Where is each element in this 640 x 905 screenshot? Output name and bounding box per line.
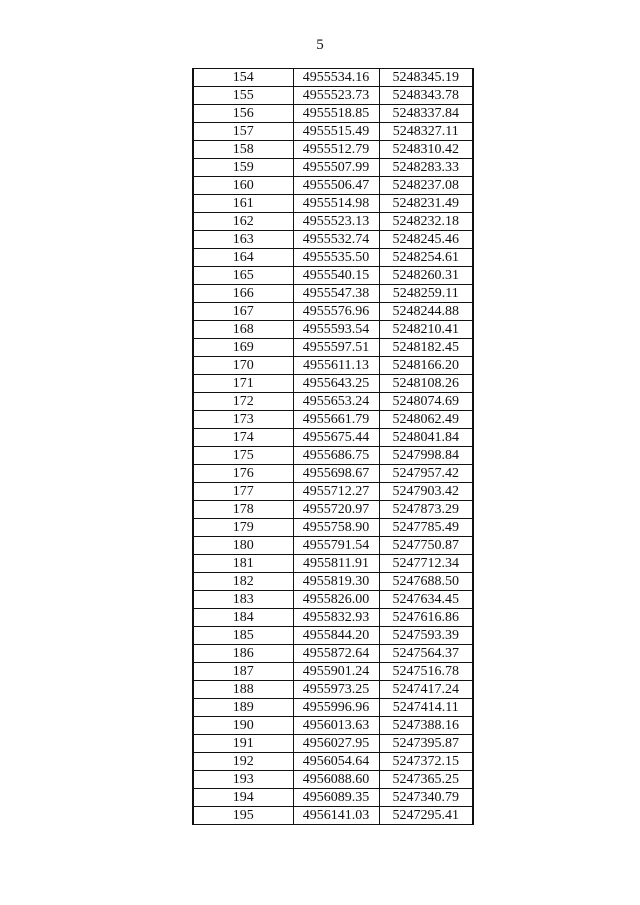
- y-coordinate-cell: 5247417.24: [379, 681, 473, 699]
- table-row: [193, 249, 473, 267]
- x-coordinate-cell: 4955547.38: [293, 285, 379, 303]
- x-coordinate-cell: 4955507.99: [293, 159, 379, 177]
- table-row: [193, 573, 473, 591]
- x-coordinate-cell: 4956089.35: [293, 789, 379, 807]
- coordinates-table: [192, 68, 474, 825]
- x-coordinate-cell: 4955811.91: [293, 555, 379, 573]
- table-row: [193, 393, 473, 411]
- table-row: [193, 501, 473, 519]
- x-coordinate-cell: 4955535.50: [293, 249, 379, 267]
- y-coordinate-cell: 5248244.88: [379, 303, 473, 321]
- y-coordinate-cell: 5248232.18: [379, 213, 473, 231]
- point-number-cell: 166: [193, 285, 293, 303]
- y-coordinate-cell: 5247395.87: [379, 735, 473, 753]
- y-coordinate-cell: 5247785.49: [379, 519, 473, 537]
- table-row: [193, 375, 473, 393]
- y-coordinate-cell: 5247634.45: [379, 591, 473, 609]
- y-coordinate-cell: 5248210.41: [379, 321, 473, 339]
- y-coordinate-cell: 5248283.33: [379, 159, 473, 177]
- point-number-cell: 177: [193, 483, 293, 501]
- point-number-cell: 167: [193, 303, 293, 321]
- point-number-cell: 176: [193, 465, 293, 483]
- table-row: [193, 591, 473, 609]
- table-row: [193, 717, 473, 735]
- y-coordinate-cell: 5247414.11: [379, 699, 473, 717]
- y-coordinate-cell: 5247564.37: [379, 645, 473, 663]
- y-coordinate-cell: 5248237.08: [379, 177, 473, 195]
- table-row: [193, 627, 473, 645]
- table-row: [193, 177, 473, 195]
- x-coordinate-cell: 4955512.79: [293, 141, 379, 159]
- table-row: [193, 321, 473, 339]
- point-number-cell: 175: [193, 447, 293, 465]
- x-coordinate-cell: 4955712.27: [293, 483, 379, 501]
- y-coordinate-cell: 5248343.78: [379, 87, 473, 105]
- table-row: [193, 645, 473, 663]
- table-row: [193, 771, 473, 789]
- y-coordinate-cell: 5247372.15: [379, 753, 473, 771]
- point-number-cell: 184: [193, 609, 293, 627]
- x-coordinate-cell: 4955832.93: [293, 609, 379, 627]
- table-row: [193, 69, 473, 87]
- x-coordinate-cell: 4955515.49: [293, 123, 379, 141]
- x-coordinate-cell: 4955826.00: [293, 591, 379, 609]
- point-number-cell: 172: [193, 393, 293, 411]
- y-coordinate-cell: 5248074.69: [379, 393, 473, 411]
- point-number-cell: 164: [193, 249, 293, 267]
- point-number-cell: 187: [193, 663, 293, 681]
- table-row: [193, 339, 473, 357]
- y-coordinate-cell: 5247295.41: [379, 807, 473, 825]
- table-row: [193, 609, 473, 627]
- y-coordinate-cell: 5248062.49: [379, 411, 473, 429]
- y-coordinate-cell: 5247365.25: [379, 771, 473, 789]
- page-number: 5: [316, 37, 324, 53]
- y-coordinate-cell: 5247593.39: [379, 627, 473, 645]
- x-coordinate-cell: 4955675.44: [293, 429, 379, 447]
- point-number-cell: 171: [193, 375, 293, 393]
- point-number-cell: 192: [193, 753, 293, 771]
- point-number-cell: 182: [193, 573, 293, 591]
- table-row: [193, 213, 473, 231]
- point-number-cell: 188: [193, 681, 293, 699]
- x-coordinate-cell: 4955534.16: [293, 69, 379, 87]
- table-row: [193, 807, 473, 825]
- y-coordinate-cell: 5247688.50: [379, 573, 473, 591]
- table-row: [193, 483, 473, 501]
- x-coordinate-cell: 4955514.98: [293, 195, 379, 213]
- point-number-cell: 189: [193, 699, 293, 717]
- table-row: [193, 735, 473, 753]
- point-number-cell: 159: [193, 159, 293, 177]
- x-coordinate-cell: 4955661.79: [293, 411, 379, 429]
- y-coordinate-cell: 5247340.79: [379, 789, 473, 807]
- x-coordinate-cell: 4955523.13: [293, 213, 379, 231]
- point-number-cell: 190: [193, 717, 293, 735]
- x-coordinate-cell: 4955597.51: [293, 339, 379, 357]
- point-number-cell: 174: [193, 429, 293, 447]
- point-number-cell: 169: [193, 339, 293, 357]
- point-number-cell: 168: [193, 321, 293, 339]
- table-row: [193, 303, 473, 321]
- x-coordinate-cell: 4955686.75: [293, 447, 379, 465]
- point-number-cell: 173: [193, 411, 293, 429]
- y-coordinate-cell: 5248259.11: [379, 285, 473, 303]
- x-coordinate-cell: 4955698.67: [293, 465, 379, 483]
- y-coordinate-cell: 5248245.46: [379, 231, 473, 249]
- point-number-cell: 180: [193, 537, 293, 555]
- table-row: [193, 87, 473, 105]
- y-coordinate-cell: 5247750.87: [379, 537, 473, 555]
- x-coordinate-cell: 4955996.96: [293, 699, 379, 717]
- x-coordinate-cell: 4955653.24: [293, 393, 379, 411]
- point-number-cell: 157: [193, 123, 293, 141]
- y-coordinate-cell: 5248041.84: [379, 429, 473, 447]
- y-coordinate-cell: 5248260.31: [379, 267, 473, 285]
- x-coordinate-cell: 4955532.74: [293, 231, 379, 249]
- table-row: [193, 141, 473, 159]
- table-row: [193, 105, 473, 123]
- point-number-cell: 186: [193, 645, 293, 663]
- x-coordinate-cell: 4955844.20: [293, 627, 379, 645]
- y-coordinate-cell: 5248337.84: [379, 105, 473, 123]
- table-row: [193, 411, 473, 429]
- table-row: [193, 159, 473, 177]
- x-coordinate-cell: 4955720.97: [293, 501, 379, 519]
- point-number-cell: 161: [193, 195, 293, 213]
- table-row: [193, 195, 473, 213]
- point-number-cell: 194: [193, 789, 293, 807]
- x-coordinate-cell: 4955611.13: [293, 357, 379, 375]
- table-row: [193, 681, 473, 699]
- coordinates-table-body: [193, 69, 473, 825]
- point-number-cell: 165: [193, 267, 293, 285]
- x-coordinate-cell: 4955758.90: [293, 519, 379, 537]
- table-row: [193, 429, 473, 447]
- table-row: [193, 123, 473, 141]
- x-coordinate-cell: 4955593.54: [293, 321, 379, 339]
- y-coordinate-cell: 5248108.26: [379, 375, 473, 393]
- y-coordinate-cell: 5247388.16: [379, 717, 473, 735]
- y-coordinate-cell: 5248327.11: [379, 123, 473, 141]
- x-coordinate-cell: 4955506.47: [293, 177, 379, 195]
- y-coordinate-cell: 5247903.42: [379, 483, 473, 501]
- y-coordinate-cell: 5248231.49: [379, 195, 473, 213]
- x-coordinate-cell: 4955518.85: [293, 105, 379, 123]
- y-coordinate-cell: 5247712.34: [379, 555, 473, 573]
- x-coordinate-cell: 4955643.25: [293, 375, 379, 393]
- table-row: [193, 663, 473, 681]
- point-number-cell: 170: [193, 357, 293, 375]
- point-number-cell: 185: [193, 627, 293, 645]
- y-coordinate-cell: 5247998.84: [379, 447, 473, 465]
- point-number-cell: 163: [193, 231, 293, 249]
- point-number-cell: 191: [193, 735, 293, 753]
- point-number-cell: 193: [193, 771, 293, 789]
- point-number-cell: 195: [193, 807, 293, 825]
- y-coordinate-cell: 5248182.45: [379, 339, 473, 357]
- y-coordinate-cell: 5248310.42: [379, 141, 473, 159]
- point-number-cell: 155: [193, 87, 293, 105]
- table-row: [193, 465, 473, 483]
- point-number-cell: 183: [193, 591, 293, 609]
- table-row: [193, 699, 473, 717]
- x-coordinate-cell: 4956088.60: [293, 771, 379, 789]
- x-coordinate-cell: 4955523.73: [293, 87, 379, 105]
- table-row: [193, 555, 473, 573]
- point-number-cell: 179: [193, 519, 293, 537]
- y-coordinate-cell: 5248166.20: [379, 357, 473, 375]
- table-row: [193, 267, 473, 285]
- x-coordinate-cell: 4956027.95: [293, 735, 379, 753]
- point-number-cell: 181: [193, 555, 293, 573]
- x-coordinate-cell: 4956013.63: [293, 717, 379, 735]
- x-coordinate-cell: 4955540.15: [293, 267, 379, 285]
- x-coordinate-cell: 4955819.30: [293, 573, 379, 591]
- y-coordinate-cell: 5247873.29: [379, 501, 473, 519]
- x-coordinate-cell: 4955973.25: [293, 681, 379, 699]
- point-number-cell: 154: [193, 69, 293, 87]
- y-coordinate-cell: 5247957.42: [379, 465, 473, 483]
- y-coordinate-cell: 5248254.61: [379, 249, 473, 267]
- table-row: [193, 537, 473, 555]
- table-row: [193, 285, 473, 303]
- x-coordinate-cell: 4955576.96: [293, 303, 379, 321]
- x-coordinate-cell: 4956054.64: [293, 753, 379, 771]
- point-number-cell: 178: [193, 501, 293, 519]
- x-coordinate-cell: 4955791.54: [293, 537, 379, 555]
- table-row: [193, 753, 473, 771]
- table-row: [193, 519, 473, 537]
- x-coordinate-cell: 4955901.24: [293, 663, 379, 681]
- x-coordinate-cell: 4956141.03: [293, 807, 379, 825]
- y-coordinate-cell: 5247516.78: [379, 663, 473, 681]
- table-row: [193, 789, 473, 807]
- x-coordinate-cell: 4955872.64: [293, 645, 379, 663]
- y-coordinate-cell: 5247616.86: [379, 609, 473, 627]
- point-number-cell: 160: [193, 177, 293, 195]
- point-number-cell: 162: [193, 213, 293, 231]
- y-coordinate-cell: 5248345.19: [379, 69, 473, 87]
- table-row: [193, 357, 473, 375]
- point-number-cell: 158: [193, 141, 293, 159]
- table-row: [193, 231, 473, 249]
- point-number-cell: 156: [193, 105, 293, 123]
- table-row: [193, 447, 473, 465]
